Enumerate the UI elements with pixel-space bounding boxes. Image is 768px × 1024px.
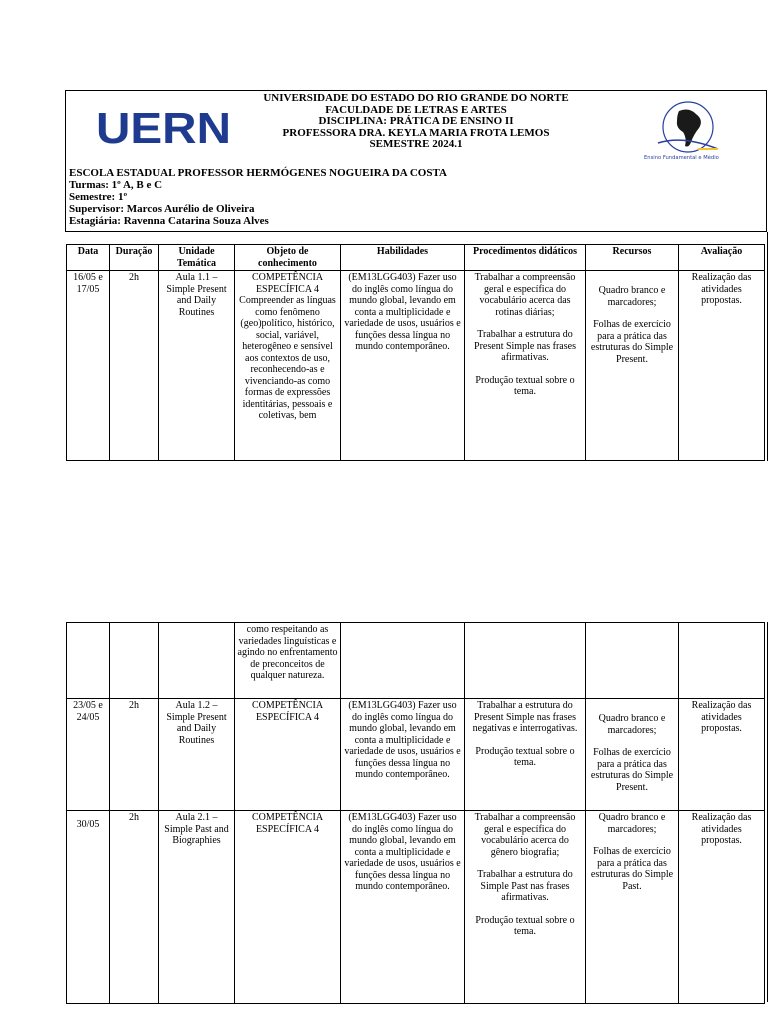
resource-item: Quadro branco e marcadores; <box>598 713 666 736</box>
col-header: Duração <box>110 245 159 271</box>
empty-cell <box>465 623 586 699</box>
document-header <box>65 90 767 232</box>
object-cell: COMPETÊNCIA ESPECÍFICA 4 Compreender as línguas como fenômeno (geo)político, histórico, social, variável, heterogêneo e sensível aos contextos de uso, reconhecendo-as e vivenciando-as como formas de expressões identitárias, pessoais e coletivas, bem <box>235 271 341 461</box>
unit-cell: Aula 1.2 – Simple Present and Daily Routines <box>159 699 235 811</box>
lesson-plan-table-page2 <box>66 622 765 1004</box>
date-cell <box>67 811 110 1004</box>
table-row <box>67 699 765 811</box>
table-row <box>67 623 765 699</box>
procedure-item: Produção textual sobre o tema. <box>475 374 575 397</box>
heading-line: UNIVERSIDADE DO ESTADO DO RIO GRANDE DO NORTE <box>263 92 569 104</box>
uern-logo <box>96 107 231 147</box>
col-header: Recursos <box>586 245 679 271</box>
supervisor: Supervisor: Marcos Aurélio de Oliveira <box>69 203 255 215</box>
procedure-item: Produção textual sobre o tema. <box>475 914 575 937</box>
col-header: Procedimentos didáticos <box>465 245 586 271</box>
duration-cell: 2h <box>110 699 159 811</box>
resource-item: Quadro branco e marcadores; <box>598 285 666 308</box>
col-header: Data <box>67 245 110 271</box>
procedures-cell <box>465 699 586 811</box>
procedure-item: Trabalhar a compreensão geral e específica do vocabulário acerca do gênero biografia; <box>474 812 576 858</box>
skills-cell: (EM13LGG403) Fazer uso do inglês como língua do mundo global, levando em conta a multiplicidade e variedade de usos, usuários e funções dessa língua no mundo contemporâneo. <box>341 811 465 1004</box>
procedure-item: Trabalhar a compreensão geral e específica do vocabulário acerca das rotinas diárias; <box>474 272 576 318</box>
resource-item: Folhas de exercício para a prática das estruturas do Simple Present. <box>590 747 674 793</box>
procedures-cell <box>465 271 586 461</box>
resource-item: Folhas de exercício para a prática das estruturas do Simple Past. <box>590 846 674 892</box>
date-cell: 16/05 e 17/05 <box>67 271 110 461</box>
class-groups: Turmas: 1º A, B e C <box>69 179 163 191</box>
svg-text:UERN: UERN <box>96 107 231 147</box>
procedure-item: Trabalhar a estrutura do Present Simple nas frases negativas e interrogativas. <box>472 700 578 734</box>
skills-cell: (EM13LGG403) Fazer uso do inglês como língua do mundo global, levando em conta a multiplicidade e variedade de usos, usuários e funções dessa língua no mundo contemporâneo. <box>341 271 465 461</box>
duration-cell: 2h <box>110 271 159 461</box>
heading-line: DISCIPLINA: PRÁTICA DE ENSINO II <box>318 115 514 127</box>
school-name: ESCOLA ESTADUAL PROFESSOR HERMÓGENES NOGUEIRA DA COSTA <box>69 167 447 179</box>
evaluation-cell: Realização das atividades propostas. <box>679 271 765 461</box>
lesson-plan-table-page1 <box>66 244 765 461</box>
resources-cell <box>586 699 679 811</box>
school-emblem-logo <box>638 97 738 167</box>
unit-cell: Aula 1.1 – Simple Present and Daily Routines <box>159 271 235 461</box>
object-cell: COMPETÊNCIA ESPECÍFICA 4 <box>235 811 341 1004</box>
heading-line: FACULDADE DE LETRAS E ARTES <box>325 103 507 116</box>
procedure-item: Produção textual sobre o tema. <box>475 745 575 768</box>
procedure-item: Trabalhar a estrutura do Present Simple nas frases afirmativas. <box>474 329 576 363</box>
empty-cell <box>679 623 765 699</box>
col-header: Habilidades <box>341 245 465 271</box>
semester: Semestre: 1º <box>69 191 128 203</box>
empty-cell <box>159 623 235 699</box>
class-info <box>69 167 447 227</box>
date-text: 30/05 <box>76 819 100 830</box>
object-cell-continued: como respeitando as variedades linguísticas e agindo no enfrentamento de preconceitos de qualquer natureza. <box>235 623 341 699</box>
intern: Estagiária: Ravenna Catarina Souza Alves <box>69 215 269 227</box>
procedures-cell <box>465 811 586 1004</box>
empty-cell <box>67 623 110 699</box>
heading-line: SEMESTRE 2024.1 <box>369 138 463 150</box>
resource-item: Folhas de exercício para a prática das estruturas do Simple Present. <box>590 319 674 365</box>
procedure-item: Trabalhar a estrutura do Simple Past nas frases afirmativas. <box>477 869 573 903</box>
empty-cell <box>586 623 679 699</box>
empty-cell <box>341 623 465 699</box>
date-cell: 23/05 e 24/05 <box>67 699 110 811</box>
skills-cell: (EM13LGG403) Fazer uso do inglês como língua do mundo global, levando em conta a multiplicidade e variedade de usos, usuários e funções dessa língua no mundo contemporâneo. <box>341 699 465 811</box>
resources-cell <box>586 271 679 461</box>
table-row <box>67 811 765 1004</box>
svg-text:Ensino Fundamental e Médio: Ensino Fundamental e Médio <box>644 155 719 161</box>
duration-cell: 2h <box>110 811 159 1004</box>
table-header-row <box>67 245 765 271</box>
col-header: Unidade Temática <box>159 245 235 271</box>
evaluation-cell: Realização das atividades propostas. <box>679 699 765 811</box>
resources-cell <box>586 811 679 1004</box>
unit-cell: Aula 2.1 – Simple Past and Biographies <box>159 811 235 1004</box>
heading-line: PROFESSORA DRA. KEYLA MARIA FROTA LEMOS <box>282 126 550 139</box>
col-header: Avaliação <box>679 245 765 271</box>
empty-cell <box>110 623 159 699</box>
table-row <box>67 271 765 461</box>
resource-item: Quadro branco e marcadores; <box>598 812 666 835</box>
col-header: Objeto de conhecimento <box>235 245 341 271</box>
object-cell: COMPETÊNCIA ESPECÍFICA 4 <box>235 699 341 811</box>
institution-heading <box>236 93 596 151</box>
evaluation-cell: Realização das atividades propostas. <box>679 811 765 1004</box>
